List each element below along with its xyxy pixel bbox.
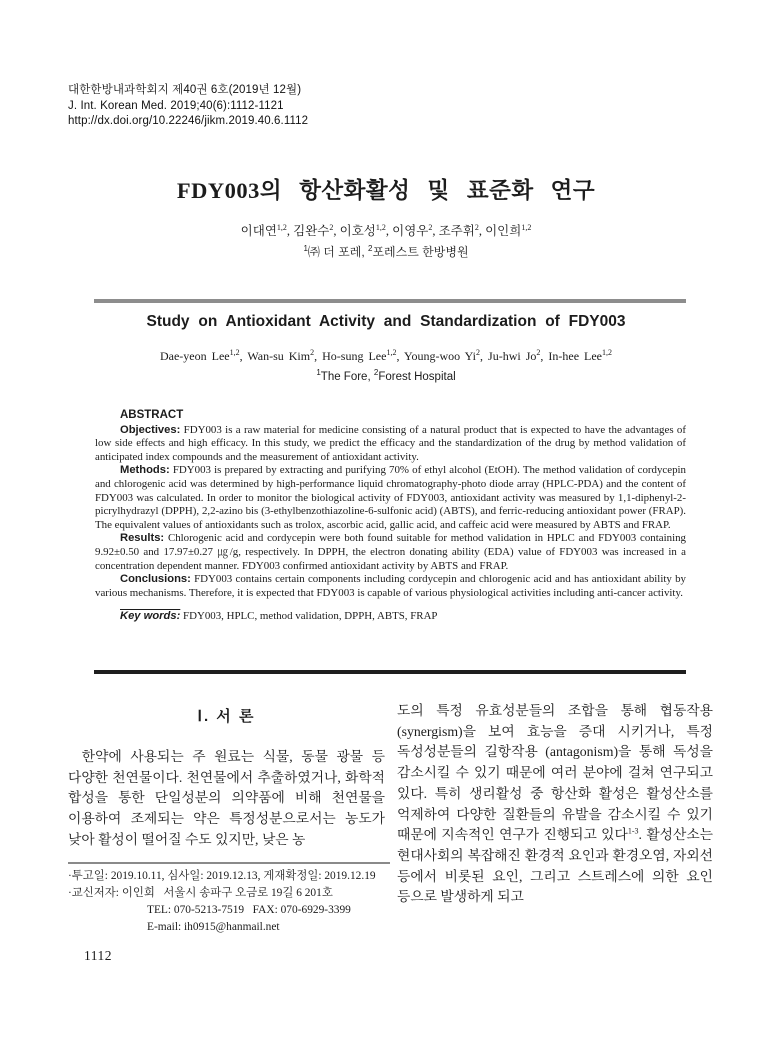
abstract-heading: ABSTRACT	[120, 409, 184, 421]
author: Wan-su Kim$^2$,	[247, 348, 323, 363]
abstract-results: Results: Chlorogenic acid and cordycepin were both found suitable for method validation in HPLC and FDY003 containing 9.92±0.50 and 17.97±0.27 ㎍/g, respectively. In DPPH, the electron donating ability (EDA) value of FDY003 was increased in a concentration dependent manner. FDY003 confirmed antioxidant activity by ABTS and FRAP.	[95, 532, 686, 572]
abstract-conclusions-label: Conclusions:	[120, 573, 191, 586]
affiliation: $^1$㈜ 더 포레,	[303, 244, 369, 259]
abstract-section	[95, 409, 686, 624]
footnote-email-line: E-mail: ih0915@hanmail.net	[147, 920, 280, 933]
right-column	[397, 701, 713, 908]
abstract-objectives: Objectives: FDY003 is a raw material for medicine consisting of a natural product that is expected to have the advantages of low side effects and high efficacy. In this study, we predict the efficacy and the standardization of the drug by method validation of anticipated index compounds and the measurement of antioxidant activity.	[95, 423, 686, 463]
journal-citation-line: J. Int. Korean Med. 2019;40(6):1112-1121	[68, 99, 284, 112]
author: Young-woo Yi$^2$,	[404, 348, 489, 363]
keywords-label: Key words:	[120, 610, 181, 623]
footnote-received-line: ·투고일: 2019.10.11, 심사일: 2019.12.13, 게재확정일: 2019.12.19	[68, 869, 376, 882]
page-number: 1112	[84, 948, 112, 963]
divider-gray	[94, 299, 686, 303]
introduction-left-paragraph: 한약에 사용되는 주 원료는 식물, 동물 광물 등 다양한 천연물이다. 천연물에서 추출하였거나, 화학적 합성을 통한 단일성분의 의약품에 비해 천연물을 이용하여 조제되는 약은 특정성분으로서는 농도가 낮아 활성이 떨어질 수도 있지만, 낮은 농	[68, 749, 385, 847]
reference-superscript: 1-3	[627, 826, 639, 836]
footnote-divider	[68, 862, 390, 864]
journal-doi-line: http://dx.doi.org/10.22246/jikm.2019.40.6.1112	[68, 115, 309, 127]
keywords-list: FDY003, HPLC, method validation, DPPH, ABTS, FRAP	[180, 610, 438, 623]
page-title-english: Study on Antioxidant Activity and Standardization of FDY003	[146, 313, 626, 330]
korean-affiliations-line	[0, 243, 772, 260]
author: 조주휘$^2$,	[438, 222, 486, 238]
affiliation: $^2$포레스트 한방병원	[368, 244, 469, 259]
author: 이인희$^{1,2}$	[485, 222, 532, 238]
author: Ju-hwi Jo$^2$,	[488, 348, 549, 363]
journal-name-line: 대한한방내과학회지 제40권 6호(2019년 12월)	[68, 84, 302, 96]
footnote-tel-fax-line: TEL: 070-5213-7519 FAX: 070-6929-3399	[147, 903, 351, 916]
section-heading-introduction: Ⅰ. 서 론	[197, 708, 256, 725]
korean-authors-line	[0, 221, 772, 239]
english-authors-line	[0, 349, 772, 364]
author: 김완수$^2$,	[293, 222, 340, 238]
divider-black	[94, 670, 686, 674]
affiliation: $^1$The Fore,	[316, 368, 374, 383]
abstract-objectives-label: Objectives:	[120, 423, 181, 436]
author: 이호성$^{1,2}$,	[339, 222, 393, 238]
introduction-right-paragraph: 도의 특정 유효성분들의 조합을 통해 협동작용 (synergism)을 보여 효능을 증대 시키거나, 특정 독성성분들의 길항작용 (antagonism)을 통해 독성을 감소시킬 수 있기 때문에 여러 분야에 걸쳐 연구되고 있다. 특히 생리활성 중 항산화 활성은 활성산소를 억제하여 다양한 질환들의 유발을 감소시킬 수 있기 때문에 지속적인 연구가 진행되고 있다$^{1-3}$. 활성산소는 현대사회의 복잡해진 환경적 요인과 환경오염, 자외선 등에서 비롯된 요인, 그리고 스트레스에 의한 요인 등으로 발생하게 되고	[397, 703, 713, 905]
abstract-results-label: Results:	[120, 532, 165, 545]
author: In-hee Lee$^{1,2}$	[548, 348, 613, 363]
author: 이대연$^{1,2}$,	[240, 222, 294, 238]
affiliation: $^2$Forest Hospital	[373, 368, 456, 383]
page-title-korean: FDY003의 항산화활성 및 표준화 연구	[176, 178, 596, 203]
english-affiliations-line	[0, 368, 772, 383]
left-column	[68, 701, 385, 851]
footnote-correspondence-line: ·교신저자: 이인희 서울시 송파구 오금로 19길 6 201호	[68, 886, 333, 899]
keywords-line	[120, 610, 686, 624]
author: 이영우$^2$,	[392, 222, 439, 238]
abstract-methods: Methods: FDY003 is prepared by extracting and purifying 70% of ethyl alcohol (EtOH). The method validation of cordycepin and chlorogenic acid was determined by high-performance liquid chromatography-photo diode array (HPLC-PDA) and the content of FDY003 was calculated. In order to monitor the biological activity of FDY003, antioxidant activity was measured by 1,1-diphenyl-2-picrylhydrazyl (DPPH), 2,2-azino bis (3-ethylbenzothiazoline-6-sulfonic acid) (ABTS), and ferric-reducing antioxidant power (FRAP). The equivalent values of antioxidants such as trolox, ascorbic acid, gallic acid, and caffeic acid were measured by ABTS and FRAP.	[95, 464, 686, 531]
abstract-conclusions: Conclusions: FDY003 contains certain components including cordycepin and chlorogenic acid and has antioxidant ability by various mechanisms. Therefore, it is expected that FDY003 is capable of various physiological activities including anti-cancer activity.	[95, 573, 686, 599]
author: Dae-yeon Lee$^{1,2}$,	[159, 348, 248, 363]
abstract-methods-label: Methods:	[120, 464, 170, 477]
footnote-block	[68, 862, 390, 936]
author: Ho-sung Lee$^{1,2}$,	[322, 348, 404, 363]
journal-header	[68, 83, 308, 130]
